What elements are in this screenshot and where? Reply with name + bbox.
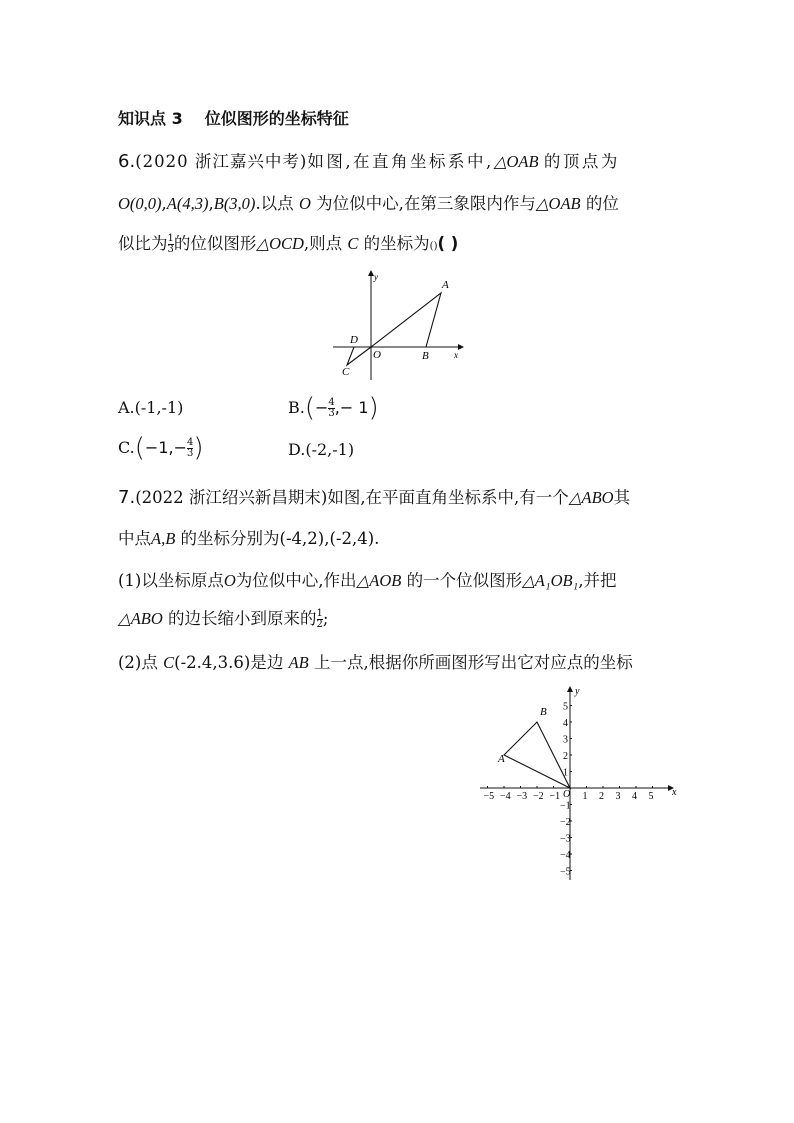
q7-line1 bbox=[118, 484, 630, 508]
q7-part2 bbox=[118, 649, 633, 673]
q7-part1-text: 为位似中心,作出 bbox=[235, 571, 357, 590]
option-c: C.(−1,− $\frac{4}{3}$ ) bbox=[118, 433, 204, 463]
q7-part2-text: (2)点 bbox=[118, 653, 158, 672]
q6-text: 的坐标为 bbox=[363, 234, 430, 253]
label-y: y bbox=[374, 272, 378, 282]
option-d-text: D.(-2,-1) bbox=[288, 440, 355, 459]
label-b: B bbox=[540, 706, 547, 718]
fraction-denominator: 2 bbox=[316, 619, 323, 630]
option-a-text: A.(-1,-1) bbox=[118, 398, 184, 417]
triangle-abo bbox=[504, 722, 570, 788]
q7-source: (2022 浙江绍兴新昌期末) bbox=[135, 488, 328, 507]
q7-figure bbox=[476, 684, 682, 884]
q6-text: 的位 bbox=[585, 194, 619, 213]
y-tick-label: 3 bbox=[563, 734, 568, 746]
q6-triangle: △OAB bbox=[493, 152, 539, 171]
q7-triangle: △ABO bbox=[568, 488, 614, 507]
axes bbox=[480, 686, 674, 880]
q6-line2 bbox=[118, 190, 619, 214]
fraction-numerator: 1 bbox=[316, 608, 323, 619]
triangle-ocd bbox=[347, 347, 371, 365]
x-tick-label: −4 bbox=[500, 791, 511, 802]
option-d bbox=[288, 440, 354, 459]
fraction-denominator: 3 bbox=[167, 244, 174, 255]
q7-point-c: C bbox=[163, 653, 175, 672]
q7-side-ab: AB bbox=[288, 653, 309, 672]
option-c-first: −1,− bbox=[144, 438, 187, 457]
q6-point-b: B(3,0) bbox=[213, 194, 256, 213]
q6-text: 似比为 bbox=[118, 234, 168, 253]
label-a: A bbox=[498, 753, 505, 765]
label-o: O bbox=[373, 349, 381, 361]
x-axis-arrow-icon bbox=[458, 344, 464, 350]
y-tick-label: −3 bbox=[560, 833, 571, 845]
q7-text: 其 bbox=[613, 488, 631, 507]
q7-triangle-image: △A₁OB₁ bbox=[522, 571, 579, 590]
label-x: x bbox=[672, 787, 677, 798]
x-tick-label: 5 bbox=[648, 791, 654, 802]
fraction-numerator: 1 bbox=[167, 233, 174, 244]
y-tick-label: −5 bbox=[560, 866, 571, 878]
x-tick-label: 4 bbox=[632, 791, 637, 802]
label-d: D bbox=[350, 334, 358, 346]
q7-part2-text: (-2.4,3.6)是边 bbox=[174, 653, 284, 672]
y-tick-label: −4 bbox=[560, 850, 571, 861]
answer-blank: ( ) bbox=[437, 234, 459, 253]
q7-text: 的坐标分别为(-4,2),(-2,4). bbox=[180, 529, 380, 548]
option-a bbox=[118, 398, 183, 417]
y-tick-label: 4 bbox=[563, 718, 568, 729]
q6-text: 如图,在直角坐标系中, bbox=[307, 152, 494, 171]
option-b: B.(− $\frac{4}{3}$ ,− 1) bbox=[288, 393, 379, 423]
fraction-numerator: 4 bbox=[328, 397, 335, 408]
x-tick-label: 2 bbox=[599, 791, 604, 802]
q7-points: A,B bbox=[151, 529, 176, 548]
q7-part1-text: 的一个位似图形 bbox=[406, 571, 523, 590]
q6-text: 的顶点为 bbox=[543, 152, 620, 171]
label-x: x bbox=[454, 350, 458, 360]
q7-part2-text: 上一点,根据你所画图形写出它对应点的坐标 bbox=[314, 653, 633, 672]
q6-text: 为位似中心,在第三象限内作与 bbox=[316, 194, 536, 213]
q6-sep: , bbox=[161, 194, 167, 213]
q7-part1-text: 的边长缩小到原来的 bbox=[168, 609, 317, 628]
q7-triangle: △AOB bbox=[356, 571, 402, 590]
q6-point-c: C bbox=[347, 234, 359, 253]
q7-text: 中点 bbox=[118, 529, 151, 548]
triangle-oab bbox=[371, 293, 441, 347]
x-tick-label: 1 bbox=[582, 791, 588, 802]
y-tick-label: −2 bbox=[560, 817, 571, 828]
q7-part1-text: ,并把 bbox=[578, 571, 617, 590]
x-tick-label: −3 bbox=[516, 791, 528, 802]
label-o: O bbox=[563, 789, 571, 800]
q6-triangle: △OAB bbox=[535, 194, 581, 213]
q7-center: O bbox=[223, 571, 236, 590]
option-c-label: C. bbox=[118, 438, 135, 457]
q7-part1-line1 bbox=[118, 567, 617, 591]
q6-line3 bbox=[118, 230, 458, 255]
q6-center: O bbox=[298, 194, 311, 213]
q6-figure bbox=[330, 268, 470, 384]
section-label: 知识点 3 bbox=[118, 109, 183, 128]
q7-line2 bbox=[118, 525, 379, 549]
q6-source: (2020 浙江嘉兴中考) bbox=[135, 152, 308, 171]
fraction-denominator: 3 bbox=[328, 408, 335, 419]
y-tick-label: 5 bbox=[563, 701, 568, 713]
q6-triangle: △OCD bbox=[256, 234, 304, 253]
label-y: y bbox=[575, 686, 580, 697]
q7-part1-text: ; bbox=[322, 609, 329, 628]
q7-part1-text: (1)以坐标原点 bbox=[118, 571, 224, 590]
q7-text: 如图,在平面直角坐标系中,有一个 bbox=[327, 488, 569, 507]
q7-triangle: △ABO bbox=[118, 609, 163, 628]
q6-text: 的位似图形 bbox=[173, 234, 257, 253]
q6-point-o: O(0,0) bbox=[118, 194, 162, 213]
q7-number: 7. bbox=[118, 487, 136, 508]
q6-text: ,则点 bbox=[303, 234, 343, 253]
y-tick-label: 2 bbox=[563, 751, 568, 762]
x-tick-label: 3 bbox=[615, 791, 621, 802]
x-tick-label: −2 bbox=[533, 791, 544, 802]
y-tick-label: −1 bbox=[560, 800, 571, 812]
small-paren: () bbox=[429, 241, 438, 252]
fraction-denominator: 3 bbox=[187, 448, 194, 459]
label-c: C bbox=[342, 366, 350, 378]
section-heading bbox=[118, 106, 349, 129]
label-b: B bbox=[422, 350, 429, 362]
q6-sep: , bbox=[208, 194, 214, 213]
x-tick-label: −5 bbox=[483, 791, 495, 802]
option-b-label: B. bbox=[288, 398, 305, 417]
y-tick-label: 1 bbox=[563, 767, 568, 779]
q7-part1-line2 bbox=[118, 605, 328, 630]
y-axis-arrow-icon bbox=[567, 686, 573, 692]
option-b-rest: ,− 1 bbox=[334, 398, 369, 417]
q6-point-a: A(4,3) bbox=[166, 194, 209, 213]
fraction-numerator: 4 bbox=[187, 437, 194, 448]
q6-text: .以点 bbox=[255, 194, 294, 213]
label-a: A bbox=[442, 279, 449, 291]
section-title: 位似图形的坐标特征 bbox=[204, 109, 349, 128]
q6-line1 bbox=[118, 148, 620, 172]
q6-number: 6. bbox=[118, 151, 136, 172]
x-tick-label: −1 bbox=[549, 791, 561, 802]
